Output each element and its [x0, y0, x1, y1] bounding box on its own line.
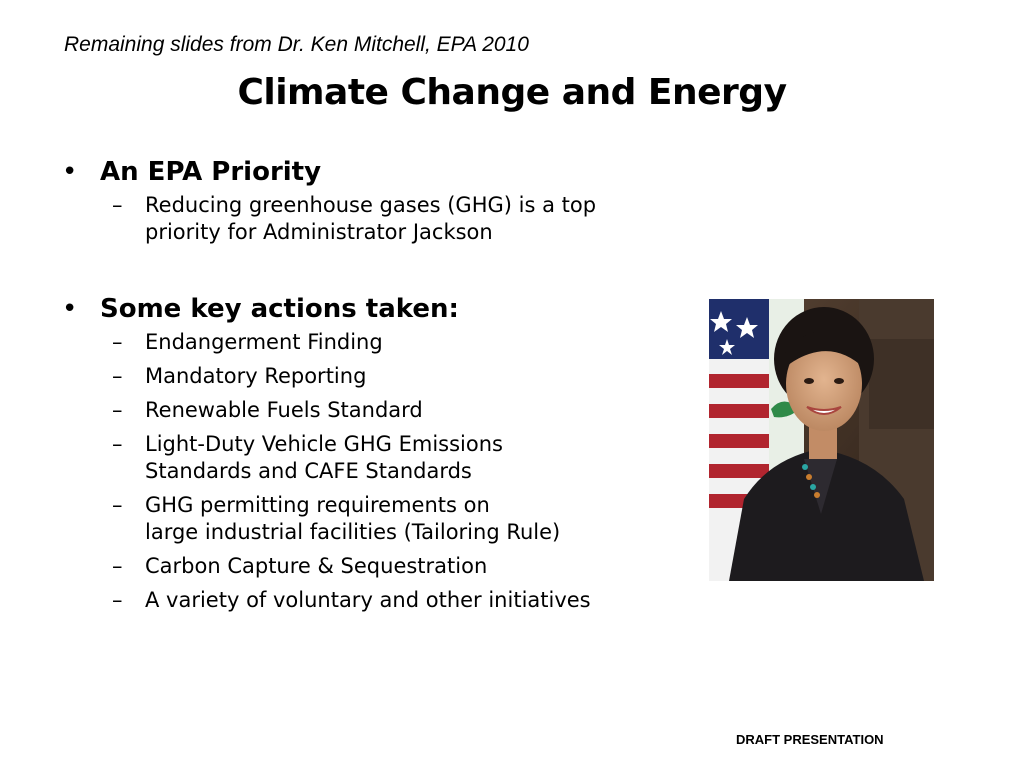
bullet-content [62, 152, 682, 621]
bullet-icon: • [62, 157, 78, 187]
sub-bullet-line: Light-Duty Vehicle GHG Emissions [145, 432, 503, 456]
sub-bullet-line: Renewable Fuels Standard [145, 398, 423, 422]
slide-subtitle: Remaining slides from Dr. Ken Mitchell, EPA 2010 [64, 33, 529, 56]
sub-bullet-line: Carbon Capture & Sequestration [145, 554, 488, 578]
portrait-photo [709, 299, 934, 581]
section-heading-text: Some key actions taken: [100, 294, 459, 324]
sub-bullet-line: large industrial facilities (Tailoring Rule) [145, 520, 561, 544]
section-heading-text: An EPA Priority [100, 157, 322, 187]
sub-bullet-item [62, 363, 682, 390]
bullet-icon: • [62, 294, 78, 324]
sub-bullet-line: Mandatory Reporting [145, 364, 367, 388]
dash-icon: – [112, 364, 123, 388]
sub-bullet-list [62, 329, 682, 614]
sub-bullet-line: GHG permitting requirements on [145, 493, 490, 517]
sub-bullet-line: Reducing greenhouse gases (GHG) is a top [145, 193, 597, 217]
sub-bullet-item [62, 397, 682, 424]
sub-bullet-line: Endangerment Finding [145, 330, 383, 354]
sub-bullet-item [62, 587, 682, 614]
draft-label: DRAFT PRESENTATION [736, 732, 884, 747]
sub-bullet-line: Standards and CAFE Standards [145, 459, 472, 483]
sub-bullet-item [62, 192, 682, 246]
sub-bullet-line: priority for Administrator Jackson [145, 220, 493, 244]
dash-icon: – [112, 398, 123, 422]
sub-bullet-list [62, 192, 682, 246]
slide-title: Climate Change and Energy [237, 72, 787, 113]
dash-icon: – [112, 554, 123, 578]
dash-icon: – [112, 330, 123, 354]
sub-bullet-line: A variety of voluntary and other initiatives [145, 588, 591, 612]
dash-icon: – [112, 493, 123, 517]
sub-bullet-item [62, 431, 682, 485]
section-heading [62, 289, 682, 329]
dash-icon: – [112, 432, 123, 456]
dash-icon: – [112, 193, 123, 217]
dash-icon: – [112, 588, 123, 612]
sub-bullet-item [62, 492, 682, 546]
section-heading [62, 152, 682, 192]
sub-bullet-item [62, 553, 682, 580]
sub-bullet-item [62, 329, 682, 356]
